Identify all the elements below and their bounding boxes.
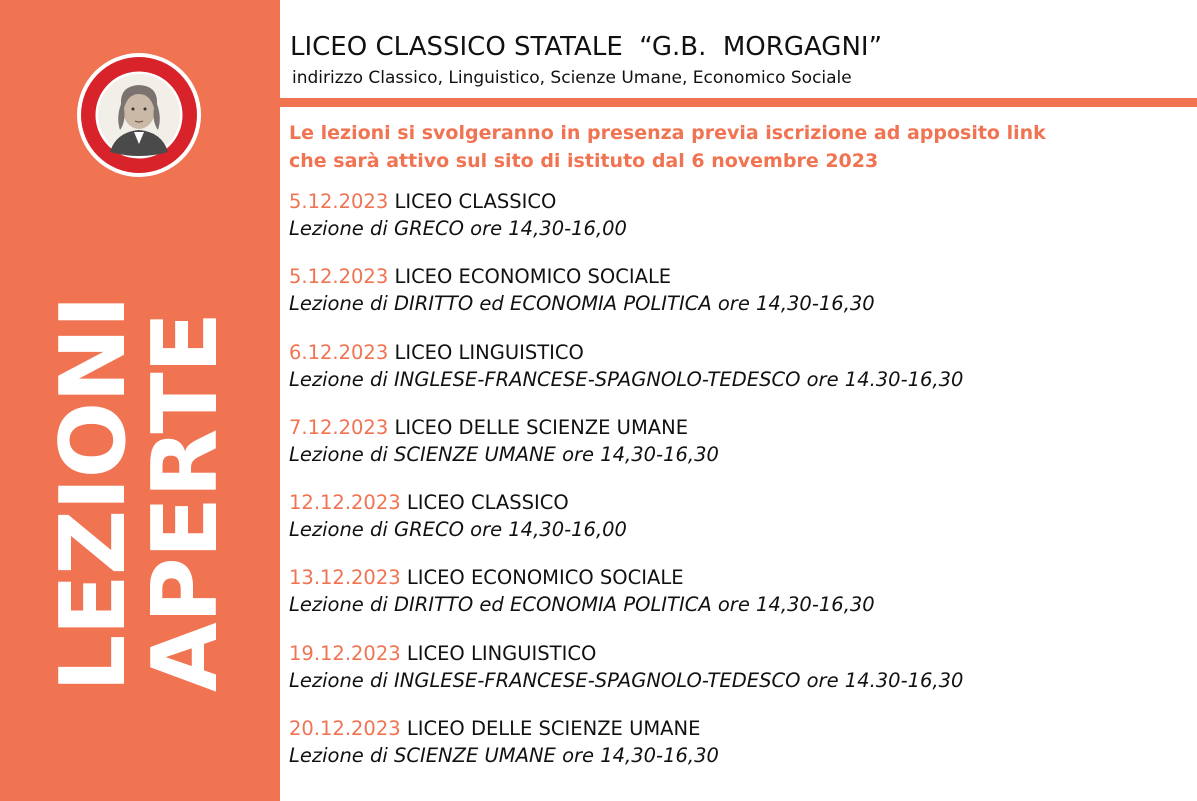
school-seal-icon [76,52,202,178]
event-lesson: Lezione di DIRITTO ed ECONOMIA POLITICA ore 14,30-16,30 [289,292,875,316]
intro-notice [289,119,1189,175]
event-item [289,339,1189,414]
sidebar-band [0,0,280,801]
event-school: LICEO DELLE SCIENZE UMANE [394,415,689,439]
event-date: 19.12.2023 [289,641,401,665]
event-lesson: Lezione di DIRITTO ed ECONOMIA POLITICA ore 14,30-16,30 [289,593,875,617]
event-item [289,489,1189,564]
event-school: LICEO CLASSICO [406,491,569,515]
event-date: 6.12.2023 [289,340,389,364]
header-divider [280,98,1197,107]
event-lesson: Lezione di SCIENZE UMANE ore 14,30-16,30 [289,442,719,466]
event-lesson: Lezione di SCIENZE UMANE ore 14,30-16,30 [289,744,719,768]
event-lesson: Lezione di INGLESE-FRANCESE-SPAGNOLO-TEDESCO ore 14.30-16,30 [289,668,964,692]
event-school: LICEO LINGUISTICO [406,641,597,665]
event-item [289,715,1189,790]
event-item [289,414,1189,489]
event-date: 12.12.2023 [289,491,401,515]
event-date: 5.12.2023 [289,190,389,213]
event-lesson: Lezione di GRECO ore 14,30-16,00 [289,217,627,240]
intro-line: che sarà attivo sul sito di istituto dal 6 novembre 2023 [289,150,879,172]
event-date: 13.12.2023 [289,566,401,590]
event-school: LICEO LINGUISTICO [394,340,584,364]
event-lesson: Lezione di INGLESE-FRANCESE-SPAGNOLO-TEDESCO ore 14.30-16,30 [289,367,964,391]
event-item [289,564,1189,639]
vertical-title [41,296,238,692]
event-school: LICEO CLASSICO [394,190,557,213]
intro-line: Le lezioni si svolgeranno in presenza previa iscrizione ad apposito link [289,122,1046,144]
event-list [289,188,1189,790]
event-school: LICEO DELLE SCIENZE UMANE [406,717,701,741]
event-item [289,640,1189,715]
title-line-aperte: APERTE [133,312,238,692]
school-name: LICEO CLASSICO STATALE “G.B. MORGAGNI” [290,32,883,62]
event-item [289,188,1189,263]
school-subtitle: indirizzo Classico, Linguistico, Scienze Umane, Economico Sociale [292,68,852,88]
event-school: LICEO ECONOMICO SOCIALE [394,265,672,289]
event-lesson: Lezione di GRECO ore 14,30-16,00 [289,518,627,542]
event-date: 20.12.2023 [289,717,401,741]
page-header [290,32,1190,88]
title-line-lezioni: LEZIONI [41,296,146,692]
event-school: LICEO ECONOMICO SOCIALE [406,566,684,590]
event-date: 5.12.2023 [289,265,389,289]
event-date: 7.12.2023 [289,415,389,439]
event-item [289,263,1189,338]
